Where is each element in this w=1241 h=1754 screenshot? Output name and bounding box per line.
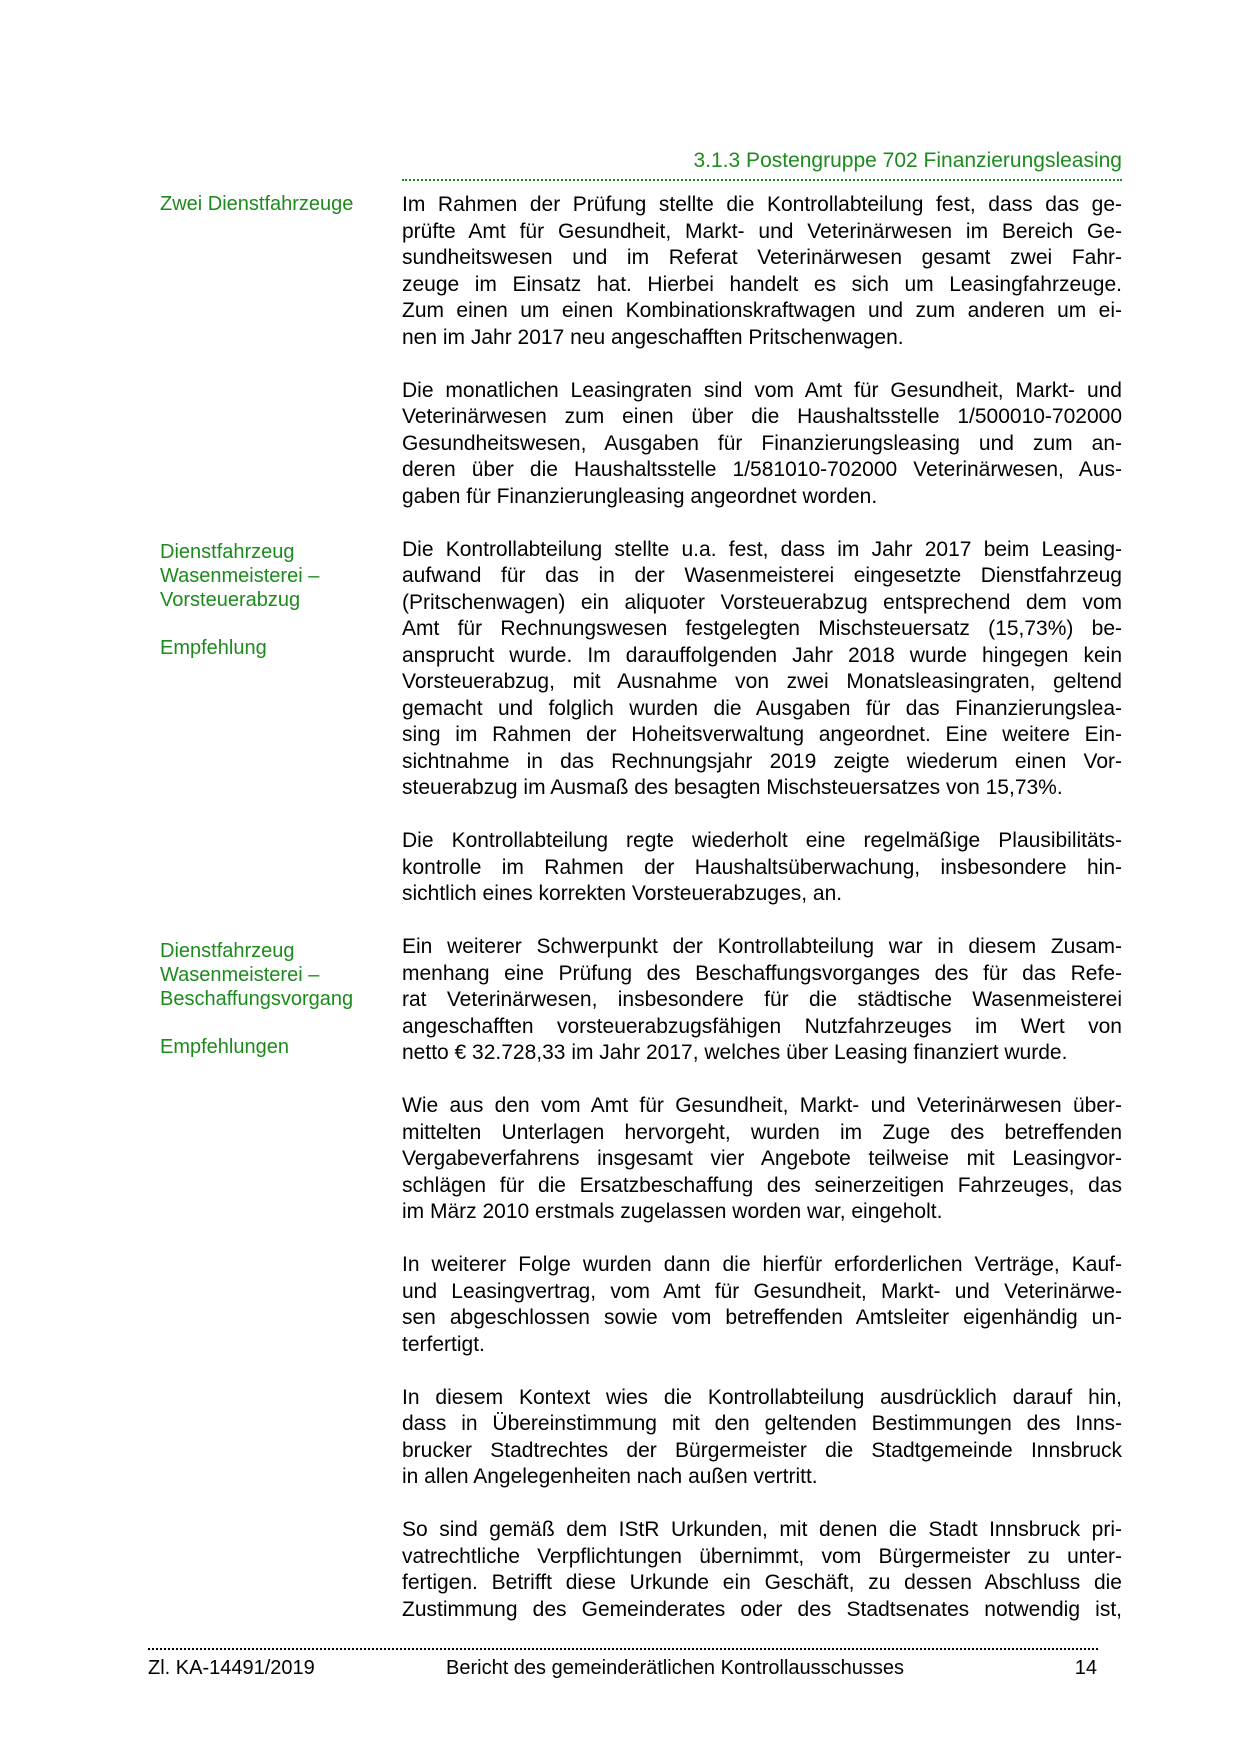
text-line: nen im Jahr 2017 neu angeschafften Pritschenwagen.	[402, 325, 904, 349]
text-line: terfertigt.	[402, 1332, 485, 1356]
text-line: im März 2010 erstmals zugelassen worden war, eingeholt.	[402, 1200, 943, 1223]
side-note-line: Vorsteuerabzug	[160, 589, 301, 611]
page-number: 14	[1074, 1657, 1097, 1679]
side-note-line: Zwei Dienstfahrzeuge	[160, 193, 354, 215]
text-line: sundheitswesen und im Referat Veterinärwesen gesamt zwei Fahr-	[402, 246, 1122, 269]
paragraph	[402, 1385, 1122, 1491]
side-note-vehicles	[160, 192, 353, 216]
text-line: In weiterer Folge wurden dann die hierfür erforderlichen Verträge, Kauf-	[402, 1253, 1122, 1276]
text-line: vatrechtliche Verpflichtungen übernimmt, vom Bürgermeister zu unter-	[402, 1544, 1122, 1568]
text-line: deren über die Haushaltsstelle 1/581010-702000 Veterinärwesen, Aus-	[402, 458, 1122, 481]
paragraph	[402, 1252, 1122, 1358]
text-line: Zustimmung des Gemeinderates oder des Stadtsenates notwendig ist,	[402, 1597, 1122, 1621]
text-line: prüfte Amt für Gesundheit, Markt- und Veterinärwesen im Bereich Ge-	[402, 219, 1122, 243]
text-line: sen abgeschlossen sowie vom betreffenden Amtsleiter eigenhändig un-	[402, 1306, 1122, 1329]
text-line: aufwand für das in der Wasenmeisterei eingesetzte Dienstfahrzeug	[402, 564, 1122, 587]
text-line: gemacht und folglich wurden die Ausgaben für das Finanzierungslea-	[402, 696, 1122, 720]
body-text	[402, 192, 1122, 1650]
side-note-line: Dienstfahrzeug	[160, 940, 295, 962]
text-line: sichtnahme in das Rechnungsjahr 2019 zeigte wiederum einen Vor-	[402, 749, 1122, 773]
side-note-recommendation: Empfehlung	[160, 637, 267, 659]
text-line: Veterinärwesen zum einen über die Haushaltsstelle 1/500010-702000	[402, 405, 1122, 428]
text-line: sichtlich eines korrekten Vorsteuerabzuges, an.	[402, 882, 843, 905]
text-line: angeschafften vorsteuerabzugsfähigen Nutzfahrzeuges im Wert von	[402, 1014, 1122, 1038]
paragraph	[402, 537, 1122, 802]
side-note-recommendations: Empfehlungen	[160, 1036, 289, 1058]
text-line: und Leasingvertrag, vom Amt für Gesundheit, Markt- und Veterinärwe-	[402, 1279, 1122, 1303]
side-note-line: Dienstfahrzeug	[160, 541, 295, 563]
text-line: (Pritschenwagen) ein aliquoter Vorsteuerabzug entsprechend dem vom	[402, 590, 1122, 614]
text-line: In diesem Kontext wies die Kontrollabteilung ausdrücklich darauf hin,	[402, 1385, 1122, 1409]
text-line: schlägen für die Ersatzbeschaffung des seinerzeitigen Fahrzeuges, das	[402, 1173, 1122, 1197]
text-line: dass in Übereinstimmung mit den geltenden Bestimmungen des Inns-	[402, 1412, 1122, 1435]
text-line: menhang eine Prüfung des Beschaffungsvorganges des für das Refe-	[402, 961, 1122, 985]
text-line: Vergabeverfahrens insgesamt vier Angebote teilweise mit Leasingvor-	[402, 1147, 1122, 1170]
text-line: rat Veterinärwesen, insbesondere für die städtische Wasenmeisterei	[402, 988, 1122, 1011]
text-line: kontrolle im Rahmen der Haushaltsüberwachung, insbesondere hin-	[402, 855, 1122, 879]
text-line: Ein weiterer Schwerpunkt der Kontrollabteilung war in diesem Zusam-	[402, 935, 1122, 958]
text-line: brucker Stadtrechtes der Bürgermeister die Stadtgemeinde Innsbruck	[402, 1438, 1122, 1462]
text-line: Gesundheitswesen, Ausgaben für Finanzierungsleasing und zum an-	[402, 431, 1122, 455]
text-line: Zum einen um einen Kombinationskraftwagen und zum anderen um ei-	[402, 299, 1122, 322]
text-line: Die Kontrollabteilung stellte u.a. fest, dass im Jahr 2017 beim Leasing-	[402, 537, 1122, 561]
side-note-line: Beschaffungsvorgang	[160, 988, 354, 1010]
paragraph	[402, 828, 1122, 908]
text-line: fertigen. Betrifft diese Urkunde ein Geschäft, zu dessen Abschluss die	[402, 1571, 1122, 1594]
paragraph	[402, 192, 1122, 351]
text-line: in allen Angelegenheiten nach außen vertritt.	[402, 1465, 818, 1488]
text-line: Die Kontrollabteilung regte wiederholt eine regelmäßige Plausibilitäts-	[402, 829, 1122, 852]
side-note-line: Wasenmeisterei –	[160, 565, 320, 587]
text-line: steuerabzug im Ausmaß des besagten Mischsteuersatzes von 15,73%.	[402, 776, 1063, 799]
side-note-procurement	[160, 939, 353, 1059]
footer-divider	[148, 1648, 1098, 1650]
side-note-input-tax	[160, 540, 319, 660]
text-line: netto € 32.728,33 im Jahr 2017, welches über Leasing finanziert wurde.	[402, 1041, 1068, 1064]
text-line: Im Rahmen der Prüfung stellte die Kontrollabteilung fest, dass das ge-	[402, 193, 1122, 216]
side-note-line: Wasenmeisterei –	[160, 964, 320, 986]
text-line: zeuge im Einsatz hat. Hierbei handelt es sich um Leasingfahrzeuge.	[402, 272, 1122, 296]
text-line: Die monatlichen Leasingraten sind vom Amt für Gesundheit, Markt- und	[402, 378, 1122, 402]
footer-title: Bericht des gemeinderätlichen Kontrollausschusses	[446, 1657, 905, 1679]
text-line: Amt für Rechnungswesen festgelegten Mischsteuersatz (15,73%) be-	[402, 617, 1122, 640]
paragraph	[402, 1517, 1122, 1623]
paragraph	[402, 1093, 1122, 1226]
section-header: 3.1.3 Postengruppe 702 Finanzierungsleasing	[693, 149, 1122, 172]
text-line: mittelten Unterlagen hervorgeht, wurden im Zuge des betreffenden	[402, 1120, 1122, 1144]
text-line: ansprucht wurde. Im darauffolgenden Jahr 2018 wurde hingegen kein	[402, 643, 1122, 667]
footer-reference: Zl. KA-14491/2019	[148, 1657, 315, 1679]
paragraph	[402, 934, 1122, 1067]
text-line: gaben für Finanzierungleasing angeordnet worden.	[402, 484, 878, 508]
text-line: Wie aus den vom Amt für Gesundheit, Markt- und Veterinärwesen über-	[402, 1094, 1122, 1117]
text-line: So sind gemäß dem IStR Urkunden, mit denen die Stadt Innsbruck pri-	[402, 1518, 1122, 1541]
text-line: Vorsteuerabzug, mit Ausnahme von zwei Monatsleasingraten, geltend	[402, 670, 1122, 693]
text-line: sing im Rahmen der Hoheitsverwaltung angeordnet. Eine weitere Ein-	[402, 723, 1122, 746]
paragraph	[402, 378, 1122, 511]
header-divider	[402, 179, 1122, 181]
